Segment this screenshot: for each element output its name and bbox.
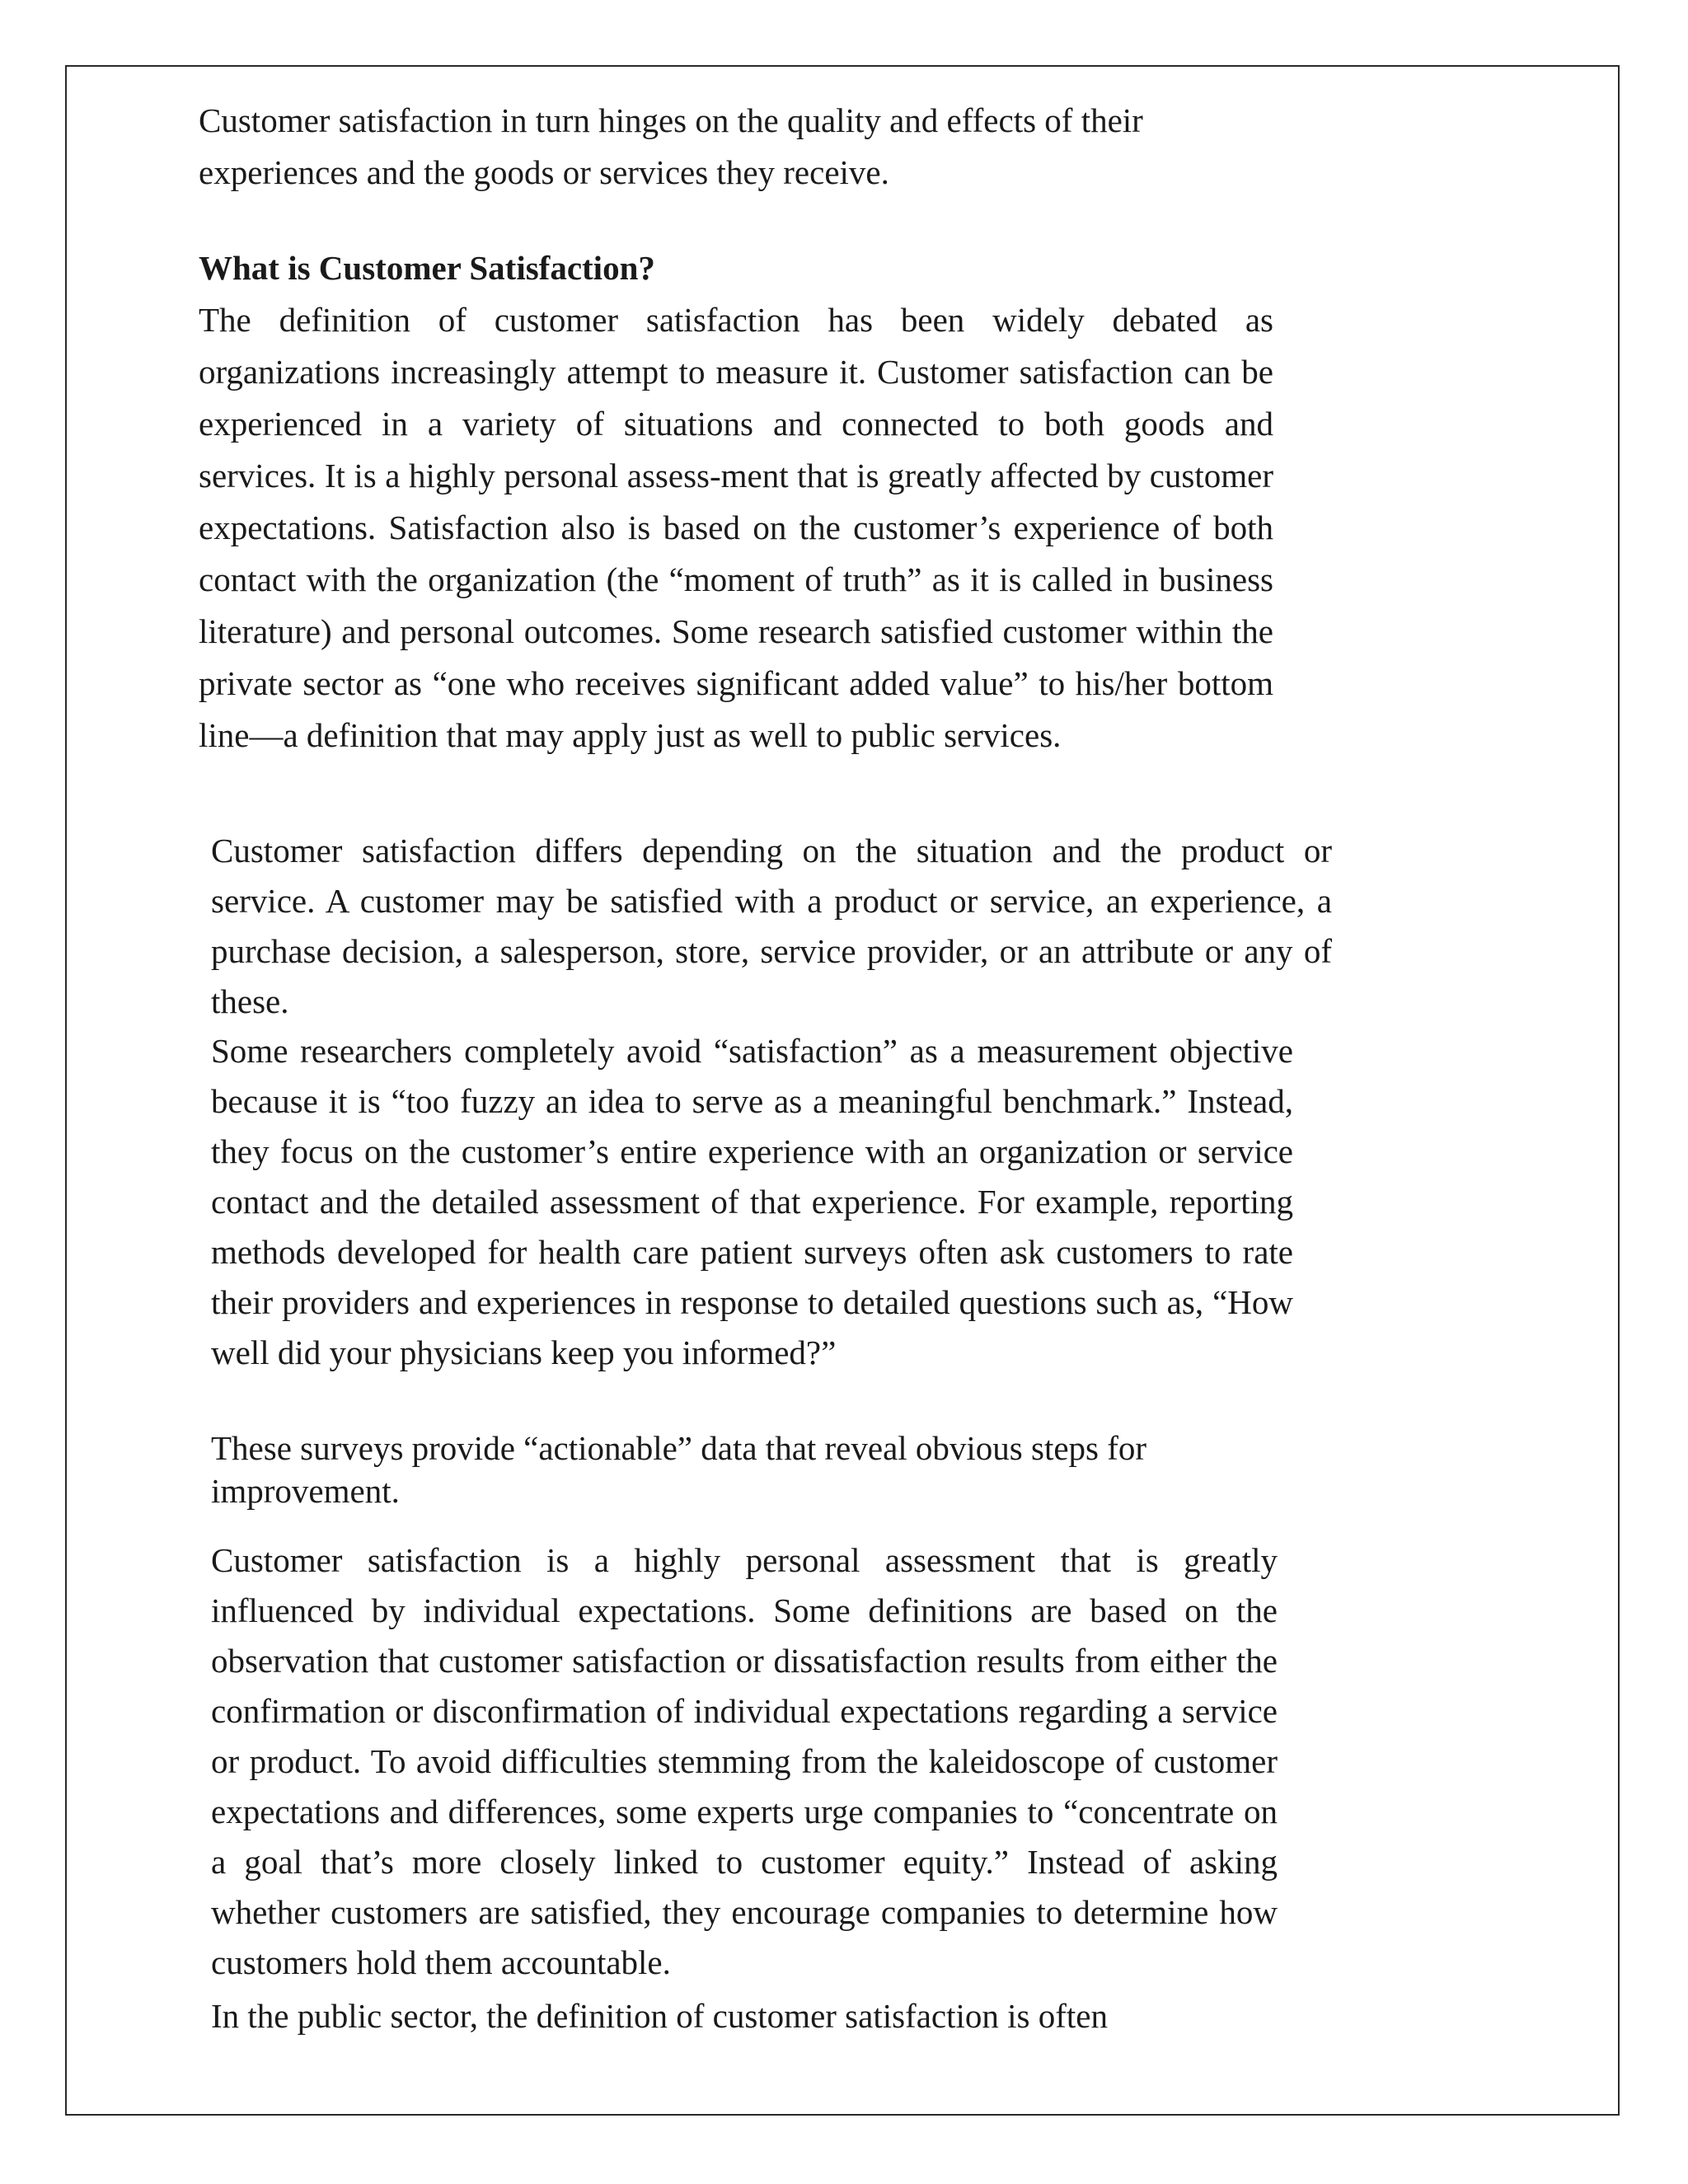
paragraph-differs: Customer satisfaction differs depending on the situation and the product or service. A customer may be satisfied with a product or service, an experience, a purchase decision, a salesperson, store, service provider, or an attribute or any of these. — [211, 832, 1332, 1020]
paragraph-surveys: These surveys provide “actionable” data that reveal obvious steps for improvement. — [211, 1429, 1147, 1510]
intro-paragraph: Customer satisfaction in turn hinges on the quality and effects of their experiences and the goods or services they receive. — [199, 101, 1143, 191]
paragraph-definition: The definition of customer satisfaction has been widely debated as organizations increasingly attempt to measure it. Customer satisfaction can be experienced in a variety of situations and connected to both goods and services. It is a highly personal assess-ment that is greatly affected by customer expectations. Satisfaction also is based on the customer’s experience of both contact with the organization (the “moment of truth” as it is called in business literature) and personal outcomes. Some research satisfied customer within the private sector as “one who receives significant added value” to his/her bottom line—a definition that may apply just as well to public services. — [199, 301, 1273, 754]
paragraph-researchers: Some researchers completely avoid “satisfaction” as a measurement objective because it is “too fuzzy an idea to serve as a meaningful benchmark.” Instead, they focus on the customer’s entire experience with an organization or service contact and the detailed assessment of that experience. For example, reporting methods developed for health care patient surveys often ask customers to rate their providers and experiences in response to detailed questions such as, “How well did your physicians keep you informed?” — [211, 1032, 1293, 1371]
section-heading: What is Customer Satisfaction? — [199, 249, 655, 287]
paragraph-personal-assessment: Customer satisfaction is a highly personal assessment that is greatly influenced by individual expectations. Some definitions are based on the observation that customer satisfaction or dissatisfaction results from either the confirmation or disconfirmation of individual expectations regarding a service or product. To avoid difficulties stemming from the kaleidoscope of customer expectations and differences, some experts urge companies to “concentrate on a goal that’s more closely linked to customer equity.” Instead of asking whether customers are satisfied, they encourage companies to determine how customers hold them accountable. — [211, 1541, 1278, 1981]
paragraph-public-sector: In the public sector, the definition of customer satisfaction is often — [211, 1997, 1108, 2035]
